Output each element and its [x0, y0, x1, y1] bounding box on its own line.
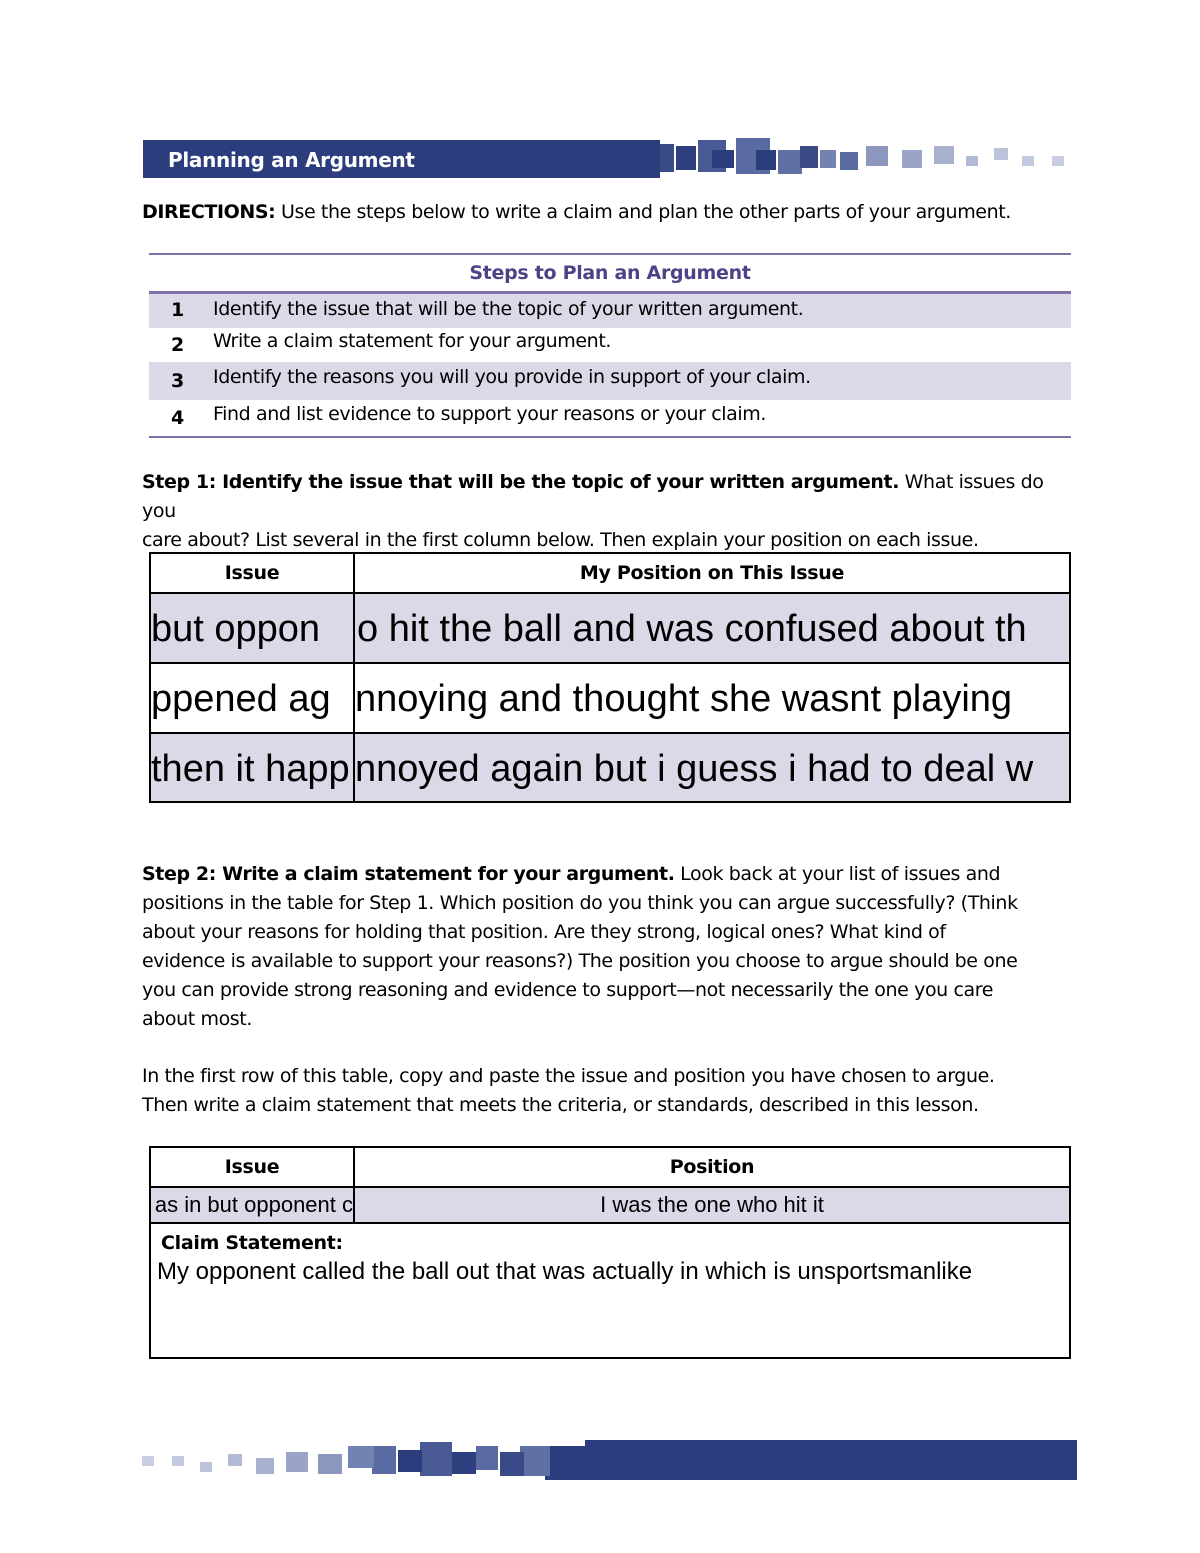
step-description: Find and list evidence to support your reasons or your claim.: [213, 403, 767, 425]
step2-instructions: [142, 1062, 1072, 1120]
steps-row: [149, 400, 1071, 436]
step2-instruction-line: In the first row of this table, copy and paste the issue and position you have chosen to argue.: [142, 1065, 995, 1087]
step-number: 2: [171, 334, 185, 356]
step2-text-line: about most.: [142, 1008, 252, 1030]
step2-paragraph: [142, 860, 1072, 1034]
steps-bottom-rule: [149, 436, 1071, 438]
claim-issue-cell[interactable]: as in but opponent c: [151, 1188, 353, 1222]
issue-position-table: [149, 552, 1071, 803]
steps-row: [149, 362, 1071, 400]
step-number: 3: [171, 370, 185, 392]
step-description: Identify the reasons you will you provide in support of your claim.: [213, 366, 811, 388]
position-cell[interactable]: nnoying and thought she wasnt playing: [355, 678, 1013, 720]
table-column-divider: [353, 1148, 355, 1222]
directions-text: Use the steps below to write a claim and plan the other parts of your argument.: [275, 201, 1011, 223]
steps-table-title: Steps to Plan an Argument: [469, 262, 751, 284]
claim-position-header: Position: [669, 1156, 755, 1178]
issue-cell[interactable]: but oppon: [151, 594, 353, 662]
step-description: Identify the issue that will be the topic of your written argument.: [213, 298, 804, 320]
steps-row: [149, 328, 1071, 362]
claim-position-cell[interactable]: I was the one who hit it: [355, 1188, 1069, 1222]
step1-text-line: care about? List several in the first column below. Then explain your position on each issue.: [142, 529, 979, 551]
step2-text-line: you can provide strong reasoning and evidence to support—not necessarily the one you care: [142, 979, 994, 1001]
position-cell[interactable]: o hit the ball and was confused about th: [355, 594, 1069, 662]
claim-issue-header: Issue: [224, 1156, 280, 1178]
directions-label: DIRECTIONS:: [142, 201, 276, 223]
step2-text-line: evidence is available to support your reasons?) The position you choose to argue should be one: [142, 950, 1018, 972]
steps-top-rule: [149, 253, 1071, 255]
issue-cell[interactable]: ppened ag: [151, 678, 331, 720]
table-column-divider: [353, 554, 355, 801]
step1-label: Step 1: Identify the issue that will be the topic of your written argument.: [142, 471, 900, 493]
step1-paragraph: [142, 468, 1072, 555]
position-column-header: My Position on This Issue: [579, 562, 845, 584]
page-title: Planning an Argument: [168, 148, 415, 172]
issue-column-header: Issue: [224, 562, 280, 584]
claim-statement-input[interactable]: My opponent called the ball out that was actually in which is unsportsmanlike: [157, 1258, 973, 1285]
step-description: Write a claim statement for your argument.: [213, 330, 612, 352]
claim-statement-label: Claim Statement:: [161, 1232, 343, 1254]
directions-paragraph: [142, 198, 1072, 227]
step-number: 1: [171, 299, 185, 321]
step2-text-line: Look back at your list of issues and: [674, 863, 1001, 885]
step2-instruction-line: Then write a claim statement that meets the criteria, or standards, described in this lesson.: [142, 1094, 979, 1116]
issue-cell[interactable]: then it happ: [151, 734, 353, 801]
step2-text-line: about your reasons for holding that position. Are they strong, logical ones? What kind of: [142, 921, 946, 943]
step-number: 4: [171, 407, 185, 429]
table-rule: [151, 1222, 1069, 1224]
step2-text-line: positions in the table for Step 1. Which position do you think you can argue successfully? (Think: [142, 892, 1018, 914]
steps-row: [149, 294, 1071, 328]
step1-text-line: What issues do you: [142, 471, 1044, 522]
position-cell[interactable]: nnoyed again but i guess i had to deal w: [355, 734, 1069, 801]
claim-table: [149, 1146, 1071, 1359]
step2-label: Step 2: Write a claim statement for your argument.: [142, 863, 675, 885]
